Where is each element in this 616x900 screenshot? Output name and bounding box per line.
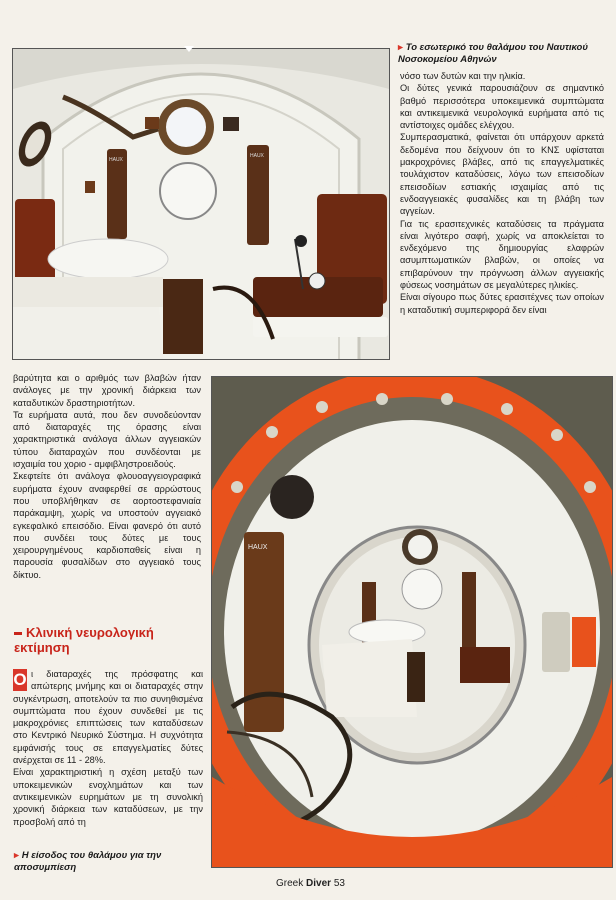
section-text-column: [13, 668, 203, 828]
heading-bar: [14, 632, 22, 635]
drop-cap: Ο: [13, 670, 27, 689]
magazine-name-light: Greek: [276, 878, 304, 889]
caption-arrow-icon: ▸: [14, 850, 19, 861]
top-photo-caption: [398, 42, 606, 66]
page-footer: [276, 878, 345, 889]
chamber-interior-photo: [12, 48, 390, 360]
section-heading: [14, 625, 204, 655]
right-paragraph: Συμπερασματικά, φαίνεται ότι υπάρχουν αρκετά δεδομένα που δείχνουν ότι το ΚΝΣ υφίσταται μακροχρόνιες βλάβες, από τις επαγγελματικές τουλάχιστον καταδύσεις, λόγω των επεισοδίων επεισοδίων εστιακής ισχαιμίας από τις ενδοαγγειακές φυσαλίδες και τη βλάβη των αγγείων.: [400, 132, 604, 217]
left-paragraph: Τα ευρήματα αυτά, που δεν συνοδεύονταν από διαταραχές της όρασης είναι χαρακτηριστικά ανάλογα άλλων αγγειακών τύπου διαταραχών που συνδέονται με ισχαιμία του χοριο - αμφιβληστροειδούς.: [13, 409, 201, 470]
top-caption-text: Το εσωτερικό του θαλάμου του Ναυτικού Νοσοκομείου Αθηνών: [398, 42, 588, 65]
magazine-name-bold: Diver: [306, 878, 332, 889]
bottom-photo-caption: [14, 850, 204, 874]
bottom-caption-text: Η είσοδος του θαλάμου για την αποσυμπίεση: [14, 850, 162, 873]
section-heading-text: Κλινική νευρολογική εκτίμηση: [14, 625, 154, 655]
right-paragraph: νόσο των δυτών και την ηλικία.: [400, 71, 526, 81]
right-paragraph: Είναι σίγουρο πως δύτες ερασιτέχνες των οποίων η καταδυτική συμπεριφορά δεν είναι: [400, 292, 604, 315]
left-paragraph: Σκεφτείτε ότι ανάλογα φλουοαγγειογραφικά ευρήματα έχουν αναφερθεί σε αρρώστους που υποβλήθηκαν σε αορτοστεφανιαία παράκαμψη, χωρίς να υποστούν αγγειακό εγκεφαλικό επεισόδιο. Είναι φανερό ότι αυτό που συνδέει τους δύτες με τους χειρουργημένους καρδιοπαθείς είναι η παρουσία φυσαλίδων στο αγγειακό τους δίκτυο.: [13, 471, 201, 580]
right-paragraph: Οι δύτες γενικά παρουσιάζουν σε σημαντικό βαθμό περισσότερα υποκειμενικά συμπτώματα και αντικειμενικά νευρολογικά ευρήματα από τις αντίστοιχες ομάδες ελέγχου.: [400, 83, 604, 131]
chamber-hatch-photo: [211, 376, 613, 868]
cylinder-label-right: HAUX: [250, 153, 264, 159]
cylinder-label-left: HAUX: [109, 157, 123, 163]
section-paragraph: ι διαταραχές της πρόσφατης και απώτερης μνήμης και οι διαταραχές στην συγκέντρωση, αποτελούν τα πιο συνηθισμένα συμπτώματα που έχουν συνδεθεί με τις μακροχρόνιες επιπτώσεις των καταδύσεων στο Κεντρικό Νευρικό Σύστημα. Η συχνότητα εμφάνισής τους σε επαγγελματίες δύτες ανέρχεται σε 11 - 28%.: [13, 669, 203, 766]
right-text-column: [400, 70, 604, 316]
cylinder-label-large: HAUX: [248, 544, 268, 551]
caption-arrow-icon: ▸: [398, 42, 403, 53]
photo-marker-triangle: [184, 46, 194, 52]
left-paragraph: βαρύτητα και ο αριθμός των βλαβών ήταν ανάλογες με την χρονική διάρκεια των καταδυτικών δραστηριοτήτων.: [13, 373, 201, 408]
left-text-column: [13, 372, 201, 581]
page-number: 53: [333, 878, 345, 889]
section-paragraph: Είναι χαρακτηριστική η σχέση μεταξύ των υποκειμενικών ενοχλημάτων και των αντικειμενικών ευρημάτων με τη συνολική χρονική διάρκεια των καταδύσεων, με την προσβολή από τη: [13, 767, 203, 827]
right-paragraph: Για τις ερασιτεχνικές καταδύσεις τα πράγματα είναι λιγότερο σαφή, χωρίς να αποκλείεται το ενδεχόμενο της δημιουργίας ελαφρών ασυμπτωματικών βλαβών, οι οποίες να επιβαρύνουν την πρόγνωση άλλων αγγειακής φύσεως νοσημάτων σε μεγαλύτερες ηλικίες.: [400, 218, 604, 291]
